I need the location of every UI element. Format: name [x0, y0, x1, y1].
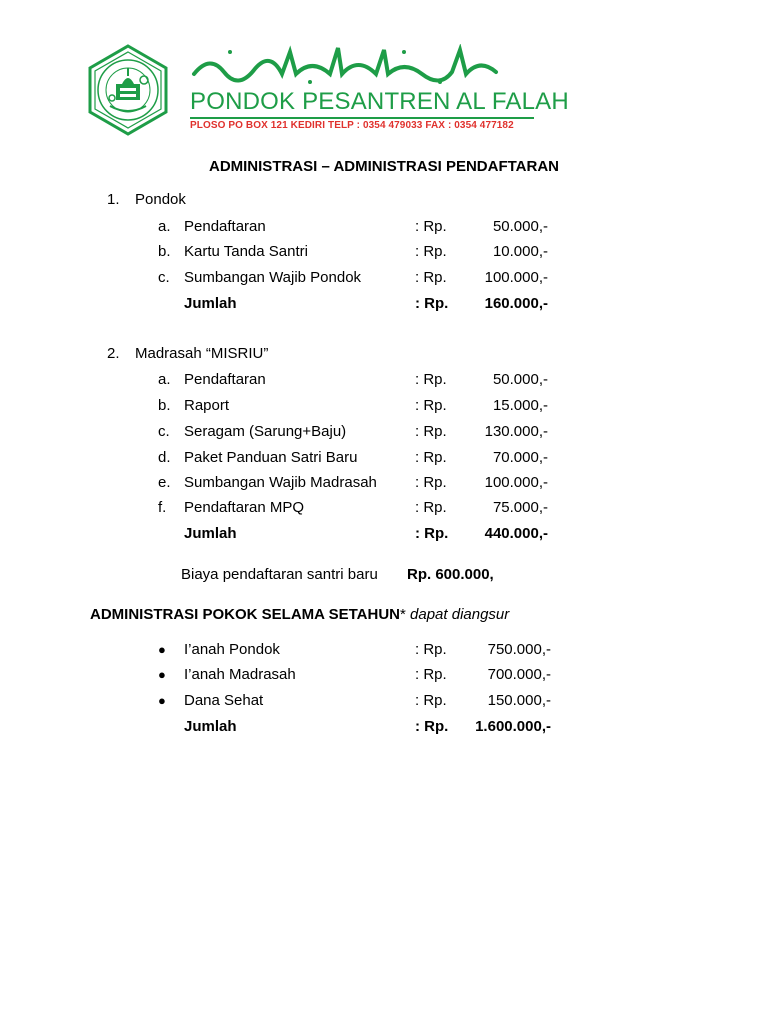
item-marker: c.: [158, 423, 170, 440]
item-amount: 130.000,-: [484, 423, 548, 440]
item-currency: : Rp.: [415, 218, 447, 235]
header-divider: [190, 117, 534, 119]
total-amount: 440.000,-: [484, 525, 548, 542]
item-currency: : Rp.: [415, 423, 447, 440]
item-marker: a.: [158, 218, 171, 235]
letterhead: [82, 42, 569, 134]
bullet-icon: ●: [158, 667, 166, 682]
annual-note: dapat diangsur: [410, 606, 510, 623]
item-amount: 150.000,-: [487, 692, 551, 709]
item-currency: : Rp.: [415, 474, 447, 491]
grand-total-amount: Rp. 600.000,: [407, 566, 494, 583]
item-marker: d.: [158, 449, 171, 466]
total-label: Jumlah: [184, 525, 237, 542]
org-address: PLOSO PO BOX 121 KEDIRI TELP : 0354 479033 FAX : 0354 477182: [190, 120, 514, 131]
bullet-icon: ●: [158, 693, 166, 708]
item-amount: 10.000,-: [492, 243, 548, 260]
item-currency: : Rp.: [415, 499, 447, 516]
item-currency: : Rp.: [415, 449, 447, 466]
item-label: I’anah Pondok: [184, 641, 280, 658]
total-label: Jumlah: [184, 295, 237, 312]
section-number: 2.: [107, 345, 120, 362]
item-label: Sumbangan Wajib Pondok: [184, 269, 362, 286]
item-amount: 75.000,-: [492, 499, 548, 516]
item-amount: 50.000,-: [492, 218, 548, 235]
section-title: Pondok: [135, 191, 186, 208]
item-label: Kartu Tanda Santri: [184, 243, 308, 260]
total-amount: 160.000,-: [484, 295, 548, 312]
arabic-calligraphy-icon: [190, 44, 500, 84]
annual-note-star: *: [400, 606, 406, 623]
total-currency: : Rp.: [415, 718, 449, 735]
item-label: Seragam (Sarung+Baju): [184, 423, 347, 440]
total-amount: 1.600.000,-: [475, 718, 551, 735]
total-currency: : Rp.: [415, 295, 449, 312]
item-marker: b.: [158, 243, 171, 260]
item-label: Pendaftaran: [184, 371, 266, 388]
bullet-icon: ●: [158, 642, 166, 657]
total-currency: : Rp.: [415, 525, 449, 542]
item-marker: a.: [158, 371, 171, 388]
item-amount: 100.000,-: [484, 269, 548, 286]
annual-heading: [90, 606, 509, 624]
item-marker: b.: [158, 397, 171, 414]
item-marker: f.: [158, 499, 167, 516]
item-label: Paket Panduan Satri Baru: [184, 449, 358, 466]
item-label: Sumbangan Wajib Madrasah: [184, 474, 377, 491]
item-marker: e.: [158, 474, 171, 491]
item-currency: : Rp.: [415, 641, 447, 658]
total-label: Jumlah: [184, 718, 237, 735]
item-amount: 15.000,-: [492, 397, 548, 414]
item-amount: 50.000,-: [492, 371, 548, 388]
item-label: Pendaftaran MPQ: [184, 499, 305, 516]
item-amount: 100.000,-: [484, 474, 548, 491]
item-label: Pendaftaran: [184, 218, 266, 235]
item-amount: 700.000,-: [487, 666, 551, 683]
item-currency: : Rp.: [415, 371, 447, 388]
item-amount: 750.000,-: [487, 641, 551, 658]
item-currency: : Rp.: [415, 243, 447, 260]
pesantren-logo-icon: [82, 44, 174, 136]
item-currency: : Rp.: [415, 666, 447, 683]
item-label: Raport: [184, 397, 230, 414]
item-label: Dana Sehat: [184, 692, 264, 709]
grand-total-label: Biaya pendaftaran santri baru: [181, 566, 378, 583]
item-label: I’anah Madrasah: [184, 666, 296, 683]
section-number: 1.: [107, 191, 120, 208]
item-currency: : Rp.: [415, 397, 447, 414]
page-title: ADMINISTRASI – ADMINISTRASI PENDAFTARAN: [208, 158, 559, 175]
item-marker: c.: [158, 269, 170, 286]
item-amount: 70.000,-: [492, 449, 548, 466]
annual-title: ADMINISTRASI POKOK SELAMA SETAHUN: [90, 606, 401, 623]
item-currency: : Rp.: [415, 269, 447, 286]
org-name: PONDOK PESANTREN AL FALAH: [190, 88, 569, 115]
item-currency: : Rp.: [415, 692, 447, 709]
section-title: Madrasah “MISRIU”: [135, 345, 269, 362]
